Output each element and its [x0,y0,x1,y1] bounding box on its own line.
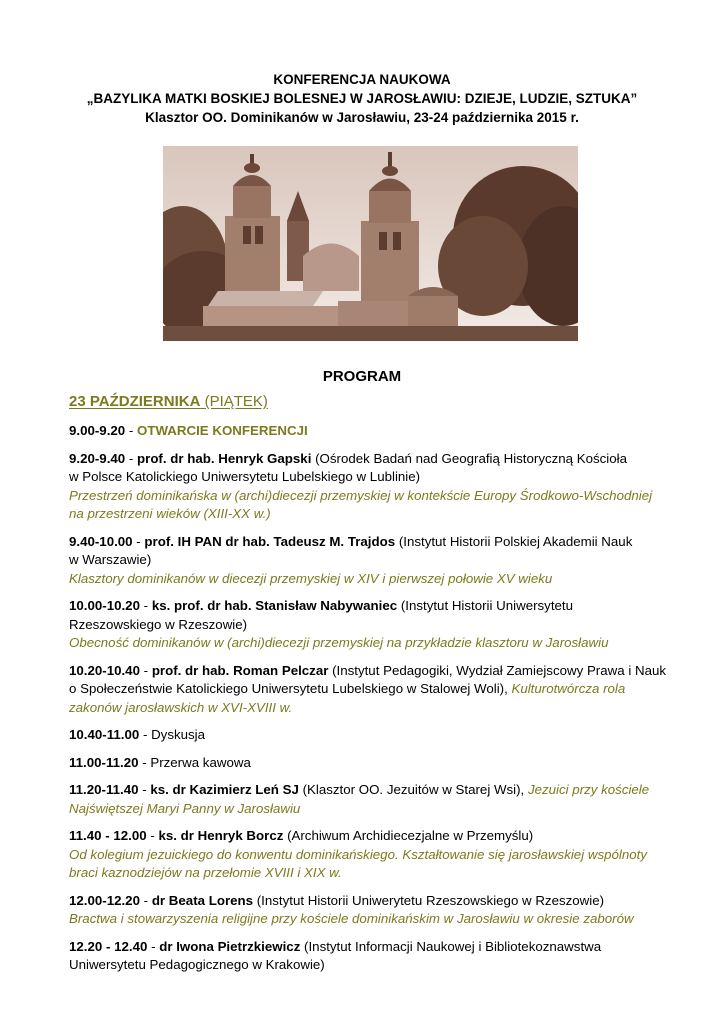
entry-topic-cont: na przestrzeni wieków (XIII-XX w.) [69,506,271,521]
program-entry: 12.20 - 12.40 - dr Iwona Pietrzkiewicz (Instytut Informacji Naukowej i Bibliotekoznawstwa Uniwersytetu Pedagogicznego w Krakowie) [69,938,669,975]
program-entry: 9.40-10.00 - prof. IH PAN dr hab. Tadeusz M. Trajdos (Instytut Historii Polskiej Akademii Nauk w Warszawie) Klasztory dominikanów w diecezji przemyskiej w XIV i pierwszej połowie XV wieku [69,533,669,589]
entry-time: 9.40-10.00 [69,533,133,549]
entry-time: 11.20-11.40 [69,782,139,797]
program-entry: 11.00-11.20 - Przerwa kawowa [69,754,251,770]
entry-title: OTWARCIE KONFERENCJI [137,423,308,438]
program-entry: 12.00-12.20 - dr Beata Lorens (Instytut Historii Uniwerytetu Rzeszowskiego w Rzeszowie) Bractwa i stowarzyszenia religijne przy kościele dominikańskim w Jarosławiu w okresie zaborów [69,892,669,929]
entry-time: 12.00-12.20 [69,892,140,908]
header-line-3: Klasztor OO. Dominikanów w Jarosławiu, 23-24 października 2015 r. [145,110,579,125]
entry-speaker: dr Iwona Pietrzkiewicz [159,938,301,954]
header-line-1: KONFERENCJA NAUKOWA [273,72,451,87]
entry-topic: Klasztory dominikanów w diecezji przemyskiej w XIV i pierwszej połowie XV wieku [69,570,553,586]
entry-affiliation-cont: Rzeszowskiego w Rzeszowie) [69,616,248,632]
entry-time: 10.20-10.40 [69,662,140,678]
entry-speaker: prof. dr hab. Henryk Gapski [137,450,312,466]
entry-affiliation: (Instytut Historii Uniwerytetu Rzeszowskiego w Rzeszowie) [256,892,605,908]
entry-topic-cont: Najświętszej Maryi Panny w Jarosławiu [69,800,301,816]
day-heading [69,393,268,410]
entry-affiliation: (Instytut Historii Polskiej Akademii Nauk [398,533,633,549]
entry-topic: Obecność dominikanów w (archi)diecezji przemyskiej na przykładzie klasztoru w Jarosławiu [69,635,609,650]
program-entry: 10.40-11.00 - Dyskusja [69,727,206,742]
entry-affiliation: (Instytut Pedagogiki, Wydział Zamiejscowy Prawa i Nauk [332,662,667,678]
day-date: 23 PAŹDZIERNIKA [69,393,201,410]
entry-text: Przerwa kawowa [150,754,251,770]
entry-speaker: ks. dr Kazimierz Leń SJ [150,782,299,797]
entry-speaker: ks. prof. dr hab. Stanisław Nabywaniec [151,598,398,613]
entry-time: 11.00-11.20 [69,754,139,770]
entry-speaker: dr Beata Lorens [151,892,254,908]
entry-time: 10.00-10.20 [69,598,140,613]
program-entry: 10.20-10.40 - prof. dr hab. Roman Pelczar (Instytut Pedagogiki, Wydział Zamiejscowy Prawa i Nauk o Społeczeństwie Katolickiego Uniwersytetu Lubelskiego w Stalowej Woli), Kulturotwórcza rola zakonów jarosławskich w XVI-XVIII w. [69,662,669,718]
program-entry: 9.20-9.40 - prof. dr hab. Henryk Gapski (Ośrodek Badań nad Geografią Historyczną Kościoła w Polsce Katolickiego Uniwersytetu Lubelskiego w Lublinie) Przestrzeń dominikańska w (archi)diecezji przemyskiej w kontekście Europy Środkowo-Wschodniej na przestrzeni wieków (XIII-XX w.) [69,450,669,524]
entry-affiliation: (Ośrodek Badań nad Geografią Historyczną Kościoła [315,450,628,466]
entry-time: 9.20-9.40 [69,450,126,466]
program-entry: 9.00-9.20 - OTWARCIE KONFERENCJI [69,423,308,438]
entry-speaker: prof. IH PAN dr hab. Tadeusz M. Trajdos [144,533,396,549]
entry-affiliation: (Instytut Informacji Naukowej i Bibliotekoznawstwa [304,938,602,954]
entry-time: 9.00-9.20 [69,423,126,438]
program-entry: 11.20-11.40 - ks. dr Kazimierz Leń SJ (Klasztor OO. Jezuitów w Starej Wsi), Jezuici przy kościele Najświętszej Maryi Panny w Jarosławiu [69,781,669,818]
entry-affiliation-cont: w Polsce Katolickiego Uniwersytetu Lubelskiego w Lublinie) [69,469,421,484]
entry-affiliation: (Klasztor OO. Jezuitów w Starej Wsi), [302,782,525,797]
day-weekday: (PIĄTEK) [204,393,268,410]
entry-text: Dyskusja [151,727,206,742]
conference-header [0,70,724,127]
basilica-photo [163,146,578,341]
entry-topic: Od kolegium jezuickiego do konwentu dominikańskiego. Kształtowanie się jarosławskiej wspólnoty [69,846,647,862]
entry-topic: Przestrzeń dominikańska w (archi)diecezji przemyskiej w kontekście Europy Środkowo-Wschodniej [69,487,653,503]
entry-topic-cont: zakonów jarosławskich w XVI-XVIII w. [69,699,293,715]
program-entries [69,422,669,984]
entry-affiliation-cont: o Społeczeństwie Katolickiego Uniwersytetu Lubelskiego w Stalowej Woli), [69,681,508,696]
entry-topic: Jezuici przy kościele [527,782,650,797]
entry-affiliation: (Archiwum Archidiecezjalne w Przemyślu) [287,828,534,843]
program-entry: 10.00-10.20 - ks. prof. dr hab. Stanisław Nabywaniec (Instytut Historii Uniwersytetu Rzeszowskiego w Rzeszowie) Obecność dominikanów w (archi)diecezji przemyskiej na przykładzie klasztoru w Jarosławiu [69,597,669,653]
program-title: PROGRAM [322,368,402,385]
entry-topic-cont: braci kaznodziejów na przełomie XVIII i XIX w. [69,865,342,880]
entry-topic: Kulturotwórcza rola [511,681,626,696]
entry-affiliation: (Instytut Historii Uniwersytetu [400,598,574,613]
entry-time: 12.20 - 12.40 [69,938,148,954]
entry-speaker: prof. dr hab. Roman Pelczar [151,662,329,678]
entry-time: 11.40 - 12.00 [69,828,147,843]
entry-topic: Bractwa i stowarzyszenia religijne przy kościele dominikańskim w Jarosławiu w okresie zaborów [69,911,634,926]
entry-time: 10.40-11.00 [69,727,140,742]
program-entry: 11.40 - 12.00 - ks. dr Henryk Borcz (Archiwum Archidiecezjalne w Przemyślu) Od kolegium jezuickiego do konwentu dominikańskiego. Kształtowanie się jarosławskiej wspólnoty braci kaznodziejów na przełomie XVIII i XIX w. [69,827,669,883]
entry-affiliation-cont: w Warszawie) [69,552,152,567]
entry-speaker: ks. dr Henryk Borcz [158,828,284,843]
header-line-2: „BAZYLIKA MATKI BOSKIEJ BOLESNEJ W JAROSŁAWIU: DZIEJE, LUDZIE, SZTUKA” [86,91,638,106]
entry-affiliation-cont: Uniwersytetu Pedagogicznego w Krakowie) [69,957,325,972]
